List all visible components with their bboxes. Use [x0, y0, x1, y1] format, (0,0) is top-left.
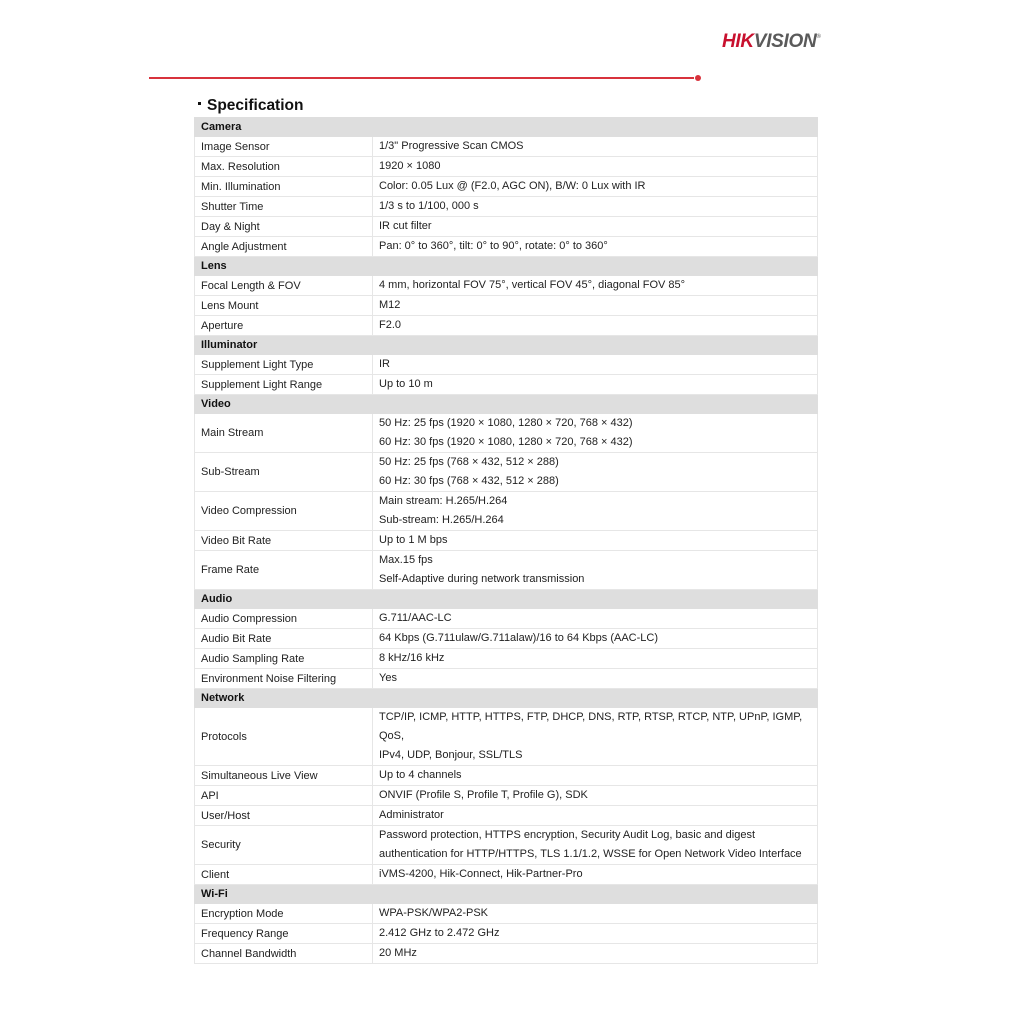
spec-row: [195, 453, 818, 492]
spec-value: [373, 708, 818, 766]
spec-label: Encryption Mode: [195, 904, 373, 924]
spec-value-line: Up to 10 m: [379, 378, 433, 390]
group-header: Audio: [195, 590, 818, 609]
spec-value-line: WPA-PSK/WPA2-PSK: [379, 907, 489, 919]
spec-label: Shutter Time: [195, 197, 373, 217]
spec-label: Day & Night: [195, 217, 373, 237]
spec-row: [195, 177, 818, 197]
spec-label: Audio Bit Rate: [195, 629, 373, 649]
group-header-row: [195, 395, 818, 414]
spec-value-line: 50 Hz: 25 fps (768 × 432, 512 × 288): [379, 456, 559, 468]
spec-label: Focal Length & FOV: [195, 276, 373, 296]
spec-label: Supplement Light Type: [195, 355, 373, 375]
spec-value-line: Administrator: [379, 809, 444, 821]
spec-label: Lens Mount: [195, 296, 373, 316]
spec-value: [373, 217, 818, 237]
spec-value-line: 4 mm, horizontal FOV 75°, vertical FOV 45°, diagonal FOV 85°: [379, 279, 686, 291]
spec-value-line: 2.412 GHz to 2.472 GHz: [379, 927, 500, 939]
spec-label: Aperture: [195, 316, 373, 336]
spec-label: Security: [195, 826, 373, 865]
hikvision-logo: [722, 31, 821, 53]
spec-row: [195, 924, 818, 944]
spec-label: Supplement Light Range: [195, 375, 373, 395]
spec-row: [195, 296, 818, 316]
group-header-row: [195, 885, 818, 904]
spec-row: [195, 375, 818, 395]
specification-table: [194, 117, 818, 964]
spec-row: [195, 766, 818, 786]
spec-row: [195, 355, 818, 375]
spec-value-line: IR: [379, 358, 390, 370]
spec-value-line: TCP/IP, ICMP, HTTP, HTTPS, FTP, DHCP, DNS, RTP, RTSP, RTCP, NTP, UPnP, IGMP, QoS,: [379, 711, 803, 742]
spec-value: [373, 806, 818, 826]
group-header: Video: [195, 395, 818, 414]
spec-value-line: Main stream: H.265/H.264: [379, 495, 508, 507]
spec-value-line: 60 Hz: 30 fps (1920 × 1080, 1280 × 720, 768 × 432): [379, 436, 633, 448]
spec-value-line: 1/3" Progressive Scan CMOS: [379, 140, 524, 152]
spec-value: [373, 296, 818, 316]
registered-mark: ®: [816, 34, 821, 40]
spec-row: [195, 237, 818, 257]
spec-row: [195, 217, 818, 237]
spec-value: [373, 414, 818, 453]
spec-value: [373, 453, 818, 492]
spec-label: Audio Compression: [195, 609, 373, 629]
spec-value-line: 1920 × 1080: [379, 160, 441, 172]
spec-row: [195, 551, 818, 590]
spec-row: [195, 826, 818, 865]
spec-value-line: 64 Kbps (G.711ulaw/G.711alaw)/16 to 64 Kbps (AAC-LC): [379, 632, 659, 644]
group-header: Camera: [195, 118, 818, 137]
section-title-text: Specification: [207, 97, 304, 114]
spec-row: [195, 944, 818, 964]
group-header-row: [195, 336, 818, 355]
spec-label: Sub-Stream: [195, 453, 373, 492]
spec-value-line: Sub-stream: H.265/H.264: [379, 514, 504, 526]
spec-label: Channel Bandwidth: [195, 944, 373, 964]
spec-value-line: Pan: 0° to 360°, tilt: 0° to 90°, rotate: 0° to 360°: [379, 240, 608, 252]
spec-value-line: authentication for HTTP/HTTPS, TLS 1.1/1.2, WSSE for Open Network Video Interface: [379, 848, 802, 860]
spec-row: [195, 316, 818, 336]
section-title: [198, 97, 303, 115]
spec-label: Simultaneous Live View: [195, 766, 373, 786]
spec-value: [373, 924, 818, 944]
group-header: Wi-Fi: [195, 885, 818, 904]
spec-value-line: Max.15 fps: [379, 554, 433, 566]
logo-hik: HIK: [722, 31, 754, 52]
spec-value: [373, 944, 818, 964]
header-divider-line: [149, 77, 694, 79]
spec-value: [373, 865, 818, 885]
spec-row: [195, 609, 818, 629]
spec-value: [373, 375, 818, 395]
group-header-row: [195, 118, 818, 137]
spec-value: [373, 766, 818, 786]
spec-label: Frame Rate: [195, 551, 373, 590]
spec-row: [195, 414, 818, 453]
spec-row: [195, 904, 818, 924]
spec-label: Protocols: [195, 708, 373, 766]
spec-value-line: Yes: [379, 672, 397, 684]
group-header-row: [195, 689, 818, 708]
spec-value-line: F2.0: [379, 319, 402, 331]
spec-value-line: ONVIF (Profile S, Profile T, Profile G), SDK: [379, 789, 588, 801]
spec-label: Video Compression: [195, 492, 373, 531]
spec-value: [373, 531, 818, 551]
spec-value: [373, 904, 818, 924]
group-header: Network: [195, 689, 818, 708]
spec-label: Main Stream: [195, 414, 373, 453]
spec-value: [373, 157, 818, 177]
group-header-row: [195, 257, 818, 276]
logo-vision: VISION: [753, 31, 817, 52]
spec-value: [373, 492, 818, 531]
spec-value-line: Color: 0.05 Lux @ (F2.0, AGC ON), B/W: 0 Lux with IR: [379, 180, 646, 192]
spec-value: [373, 197, 818, 217]
spec-label: Client: [195, 865, 373, 885]
spec-value: [373, 276, 818, 296]
spec-value: [373, 609, 818, 629]
spec-row: [195, 865, 818, 885]
spec-label: Max. Resolution: [195, 157, 373, 177]
spec-label: Video Bit Rate: [195, 531, 373, 551]
spec-value: [373, 669, 818, 689]
spec-row: [195, 806, 818, 826]
spec-row: [195, 137, 818, 157]
bullet-icon: [198, 102, 201, 105]
group-header-row: [195, 590, 818, 609]
spec-value: [373, 649, 818, 669]
spec-value-line: 60 Hz: 30 fps (768 × 432, 512 × 288): [379, 475, 559, 487]
spec-value-line: Up to 4 channels: [379, 769, 462, 781]
spec-value: [373, 551, 818, 590]
spec-row: [195, 157, 818, 177]
spec-label: Min. Illumination: [195, 177, 373, 197]
spec-value: [373, 786, 818, 806]
spec-row: [195, 492, 818, 531]
spec-value: [373, 316, 818, 336]
spec-value-line: 1/3 s to 1/100, 000 s: [379, 200, 479, 212]
spec-value-line: 20 MHz: [379, 947, 417, 959]
spec-row: [195, 197, 818, 217]
spec-value: [373, 629, 818, 649]
spec-value: [373, 237, 818, 257]
spec-row: [195, 708, 818, 766]
spec-value-line: IR cut filter: [379, 220, 432, 232]
spec-value: [373, 177, 818, 197]
spec-row: [195, 531, 818, 551]
spec-value-line: Password protection, HTTPS encryption, Security Audit Log, basic and digest: [379, 829, 756, 841]
spec-value-line: Self-Adaptive during network transmission: [379, 573, 585, 585]
spec-label: User/Host: [195, 806, 373, 826]
spec-value: [373, 355, 818, 375]
spec-label: Image Sensor: [195, 137, 373, 157]
spec-value-line: 8 kHz/16 kHz: [379, 652, 445, 664]
spec-label: Audio Sampling Rate: [195, 649, 373, 669]
spec-value-line: 50 Hz: 25 fps (1920 × 1080, 1280 × 720, 768 × 432): [379, 417, 633, 429]
spec-value: [373, 137, 818, 157]
group-header: Illuminator: [195, 336, 818, 355]
spec-label: Frequency Range: [195, 924, 373, 944]
spec-row: [195, 649, 818, 669]
spec-value-line: Up to 1 M bps: [379, 534, 448, 546]
spec-value-line: M12: [379, 299, 401, 311]
header-divider-dot: [695, 75, 701, 81]
spec-value-line: IPv4, UDP, Bonjour, SSL/TLS: [379, 749, 523, 761]
specification-table-body: [195, 118, 818, 964]
spec-row: [195, 629, 818, 649]
spec-row: [195, 786, 818, 806]
spec-row: [195, 669, 818, 689]
spec-value-line: G.711/AAC-LC: [379, 612, 452, 624]
spec-label: API: [195, 786, 373, 806]
spec-value: [373, 826, 818, 865]
group-header: Lens: [195, 257, 818, 276]
spec-label: Angle Adjustment: [195, 237, 373, 257]
spec-row: [195, 276, 818, 296]
spec-value-line: iVMS-4200, Hik-Connect, Hik-Partner-Pro: [379, 868, 583, 880]
spec-label: Environment Noise Filtering: [195, 669, 373, 689]
